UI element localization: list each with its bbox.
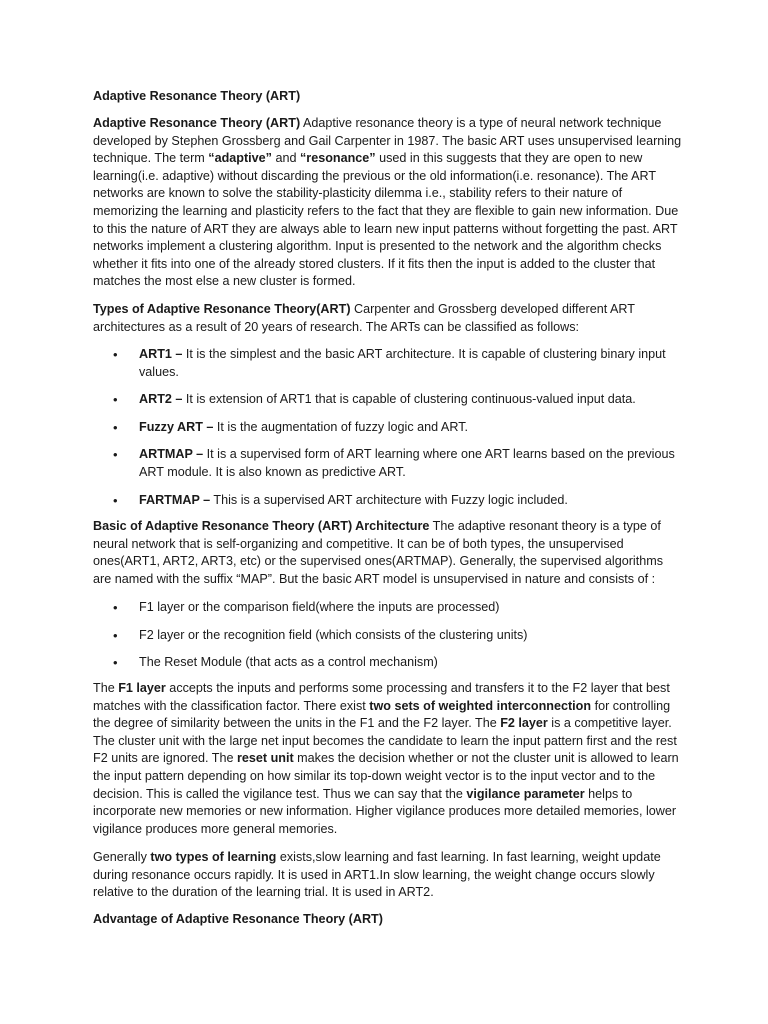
bold-term: ART1 – (139, 347, 183, 361)
text-run: accepts the inputs and performs some processing and transfers it to the F2 layer that best matches with the classification factor. There exist (93, 681, 670, 713)
list-item (93, 391, 683, 409)
bold-term: reset unit (236, 751, 294, 766)
text-run: and (271, 151, 300, 166)
bold-term: “adaptive” (208, 151, 272, 166)
paragraph-intro (93, 115, 683, 291)
paragraph-types (93, 301, 683, 336)
layers-list (93, 599, 683, 672)
paragraph-architecture (93, 518, 683, 588)
text-run: Adaptive resonance theory is a type of neural network technique developed by Stephen Grossberg and Gail Carpenter in 1987. The basic ART uses unsupervised learning technique. The term (93, 116, 682, 166)
text-run: It is a supervised form of ART learning where one ART learns based on the previous ART module. It is also known as predictive ART. (139, 447, 675, 479)
paragraph-learning (93, 849, 683, 902)
bold-term: Fuzzy ART – (139, 419, 214, 434)
bold-term: Basic of Adaptive Resonance Theory (ART) Architecture (93, 519, 430, 533)
list-item: • The Reset Module (that acts as a control mechanism) (93, 654, 683, 672)
text-run: for controlling the degree of similarity between the units in the F1 and the F2 layer. The (93, 698, 671, 731)
list-item (93, 346, 683, 381)
text-run: used in this suggests that they are open to new learning(i.e. adaptive) without discarding the previous or the old information(i.e. resonance). The ART networks are known to solve the stability-plasticity dilemma i.e., stability refers to their nature of memorizing the learning and plasticity refers to the fact that they are flexible to gain new information. Due to this the nature of ART they are always able to learn new input patterns without forgetting the past. ART networks implement a clustering algorithm. Input is presented to the network and the algorithm checks whether it fits into one of the already stored clusters. If it fits then the input is added to the cluster that matches the most else a new cluster is formed. (93, 151, 679, 289)
list-item: • F1 layer or the comparison field(where the inputs are processed) (93, 599, 683, 617)
bold-term: F2 layer (500, 716, 548, 731)
bold-term: Types of Adaptive Resonance Theory(ART) (93, 302, 351, 316)
list-item (93, 492, 683, 510)
bold-term: F1 layer (118, 681, 166, 695)
text-run: makes the decision whether or not the cluster unit is allowed to learn the input pattern depending on how similar its top-down weight vector is to the input vector and to the decision. This is called the vigilance test. Thus we can say that the (93, 751, 679, 801)
text-run: Carpenter and Grossberg developed different ART architectures as a result of 20 years of research. The ARTs can be classified as follows: (93, 302, 635, 334)
bold-term: vigilance parameter (466, 786, 585, 801)
document-title: Adaptive Resonance Theory (ART) (93, 89, 301, 103)
text-run: The (93, 681, 119, 695)
bold-term: ARTMAP – (139, 447, 204, 462)
bold-term: ART2 – (139, 392, 183, 407)
text-run: exists,slow learning and fast learning. In fast learning, weight update during resonance occurs rapidly. It is used in ART1.In slow learning, the weight change occurs slowly relative to the duration of the learning trial. It is used in ART2. (93, 850, 661, 900)
advantage-heading: Advantage of Adaptive Resonance Theory (ART) (93, 912, 383, 926)
bold-term: Adaptive Resonance Theory (ART) (93, 116, 301, 130)
text-run: The adaptive resonant theory is a type of neural network that is self-organizing and competitive. It can be of both types, the unsupervised ones(ART1, ART2, ART3, etc) or the supervised ones(ARTMAP). Generally, the supervised algorithms are named with the suffix “MAP”. But the basic ART model is unsupervised in nature and consists of : (93, 519, 664, 586)
text-run: This is a supervised ART architecture with Fuzzy logic included. (210, 492, 568, 507)
list-item (93, 446, 683, 481)
text-run: It is the simplest and the basic ART architecture. It is capable of clustering binary input values. (139, 347, 666, 379)
bold-term: FARTMAP – (139, 492, 211, 507)
text-run: is a competitive layer. The cluster unit with the large net input becomes the candidate to learn the input pattern first and the rest F2 units are ignored. The (93, 716, 677, 766)
bold-term: two sets of weighted interconnection (369, 698, 592, 713)
bold-term: “resonance” (300, 151, 376, 166)
list-item: • F2 layer or the recognition field (which consists of the clustering units) (93, 627, 683, 645)
types-list (93, 346, 683, 509)
paragraph-f1-layer (93, 680, 683, 838)
bold-term: two types of learning (150, 850, 277, 864)
list-item (93, 419, 683, 437)
text-run: It is the augmentation of fuzzy logic and ART. (213, 419, 468, 434)
text-run: It is extension of ART1 that is capable of clustering continuous-valued input data. (182, 392, 636, 407)
text-run: helps to incorporate new memories or new information. Higher vigilance produces more detailed memories, lower vigilance produces more general memories. (93, 786, 677, 836)
text-run: Generally (93, 850, 151, 864)
